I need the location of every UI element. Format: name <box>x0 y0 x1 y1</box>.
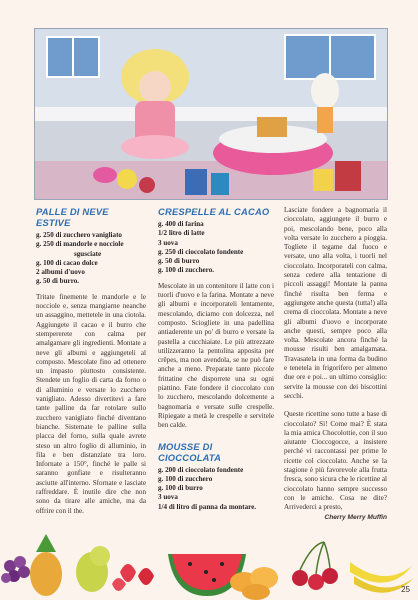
column-2 <box>158 206 274 512</box>
recipe-3-title: MOUSSE DI CIOCCOLATA <box>158 440 222 463</box>
doll-kitchen-photo <box>34 28 388 200</box>
ingredient: g. 250 di cioccolato fondente <box>158 247 244 256</box>
ingredient: g. 100 di cacao dolce <box>36 258 98 267</box>
fruit-border-illustration <box>0 532 418 600</box>
recipe-2-text: Mescolate in un contenitore il latte con i tuorli d'uovo e la farina. Montate a neve gli albumi e incorporateli lentamente, mescolando, diciamo con dolcezza, nel composto. Sciogliete in una padellina antiaderente un po' di burro e versate la pastella a cucchiaiate. Le più attrezzate utilizzeranno la pentolina apposita per crêpes, ma non avendola, se ne può fare anche a meno. Preparate tante piccole frittatine che disporrete una su ogni piattino. Fate fondere il cioccolato con lo zucchero, mescolando dolcemente a bagnomaria e versate sulle crespelle. Ripiegate a metà le crespelle e servitele ben calde. <box>158 281 274 430</box>
pear-icon <box>76 546 110 592</box>
recipe-1-ingredients <box>36 231 146 287</box>
recipe-3-ingredients <box>158 466 274 512</box>
recipe-3-text: Lasciate fondere a bagnomaria il cioccolato, aggiungete il burro e poi, mescolando bene, poco alla volta versate lo zucchero a pioggia. Togliete il tegame dal fuoco e versate, uno alla volta, i tuorli nel cioccolato. Incorporateli con calma, senza cedere alla tentazione di piccoli assaggi! Montate la panna finché risulta ben ferma e aggiungete anche questa (tutta!) alla crema di cioccolata. Montate a neve gli albumi d'uovo e incorporate anche questi, sempre poco alla volta. Mescolate ancora finché la mousse risulti ben amalgamata. Travasatela in una forma da budino e tenetela in frigorifero per almeno due ore e poi... un ultimo consiglio: servite la mousse con dei biscottini secchi. <box>284 206 387 400</box>
doll-kitchen-illustration <box>35 29 387 199</box>
ingredient: g. 50 di burro <box>158 257 200 266</box>
ingredient: g. 50 di burro. <box>36 277 80 286</box>
ingredient: g. 250 di mandorle e nocciole <box>36 240 124 249</box>
ingredient: 3 uova <box>158 493 178 502</box>
page-number: 25 <box>401 585 410 594</box>
recipe-1-text: Tritate finemente le mandorle e le nocciole e, senza mangiarne neanche un assaggino, mettetele in una ciotola. Aggiungete il cacao e il burro che stempererete con calma per amalgamare gli ingredienti. Montate a neve gli albumi e aggiungeteli al composto. Mescolate fino ad ottenere un impasto piuttosto consistente. Stendete un foglio di carta da forno o di alluminio e versate lo zucchero vanigliato. Adesso divertitevi a fare tante palline da far rotolare sullo zucchero vanigliato finché diventano bianche. Sistemate le palline sulla placca del forno, sulla quale avrete steso un altro foglio di alluminio, in fila e ben distanziate tra loro. Infornate a 150°, finché le palle si saranno gonfiate e risulteranno asciutte all'interno. Sfornate e lasciate raffreddare. È inutile dire che non sono da tirare alle amiche, ma da offrire con il the. <box>36 292 146 515</box>
recipe-2-ingredients <box>158 220 274 276</box>
cherries-icon <box>292 542 338 590</box>
ingredient: 1/2 litro di latte <box>158 229 205 238</box>
column-1 <box>36 206 146 516</box>
ingredient: 2 albumi d'uovo <box>36 268 85 277</box>
grapes-icon <box>1 556 30 583</box>
ingredient: sgusciate <box>74 249 102 258</box>
ingredient: g. 100 di zucchero. <box>158 266 215 275</box>
pineapple-icon <box>30 534 62 596</box>
closing-text: Queste ricettine sono tutte a base di cioccolato? Sì! Come mai? È stata la mia amica Chocolottie, con il suo aiutante Cioccogocce, a insistere perché vi raccontassi per prime le ricette col cioccolato. Anche se la stagione è più favorevole alla frutta fresca, sono sicura che le ricettine al cioccolato hanno sempre successo con le amiche. Cosa ne dite? Arrivederci a presto, <box>284 410 388 512</box>
ingredient: 1/4 di litro di panna da montare. <box>158 502 257 511</box>
ingredient: g. 400 di farina <box>158 220 204 228</box>
recipe-2-title: CRESPELLE AL CACAO <box>158 206 270 217</box>
strawberries-icon <box>112 564 154 591</box>
ingredient: g. 100 di burro <box>158 484 203 493</box>
column-3 <box>284 206 387 522</box>
recipe-1-title: PALLE DI NEVE ESTIVE <box>36 206 109 228</box>
signature: Cherry Merry Muffin <box>324 513 387 521</box>
ingredient: g. 250 di zucchero vanigliato <box>36 231 122 239</box>
ingredient: g. 100 di zucchero <box>158 474 213 483</box>
ingredient: g. 200 di cioccolato fondente <box>158 465 244 474</box>
ingredient: 3 uova <box>158 238 178 247</box>
